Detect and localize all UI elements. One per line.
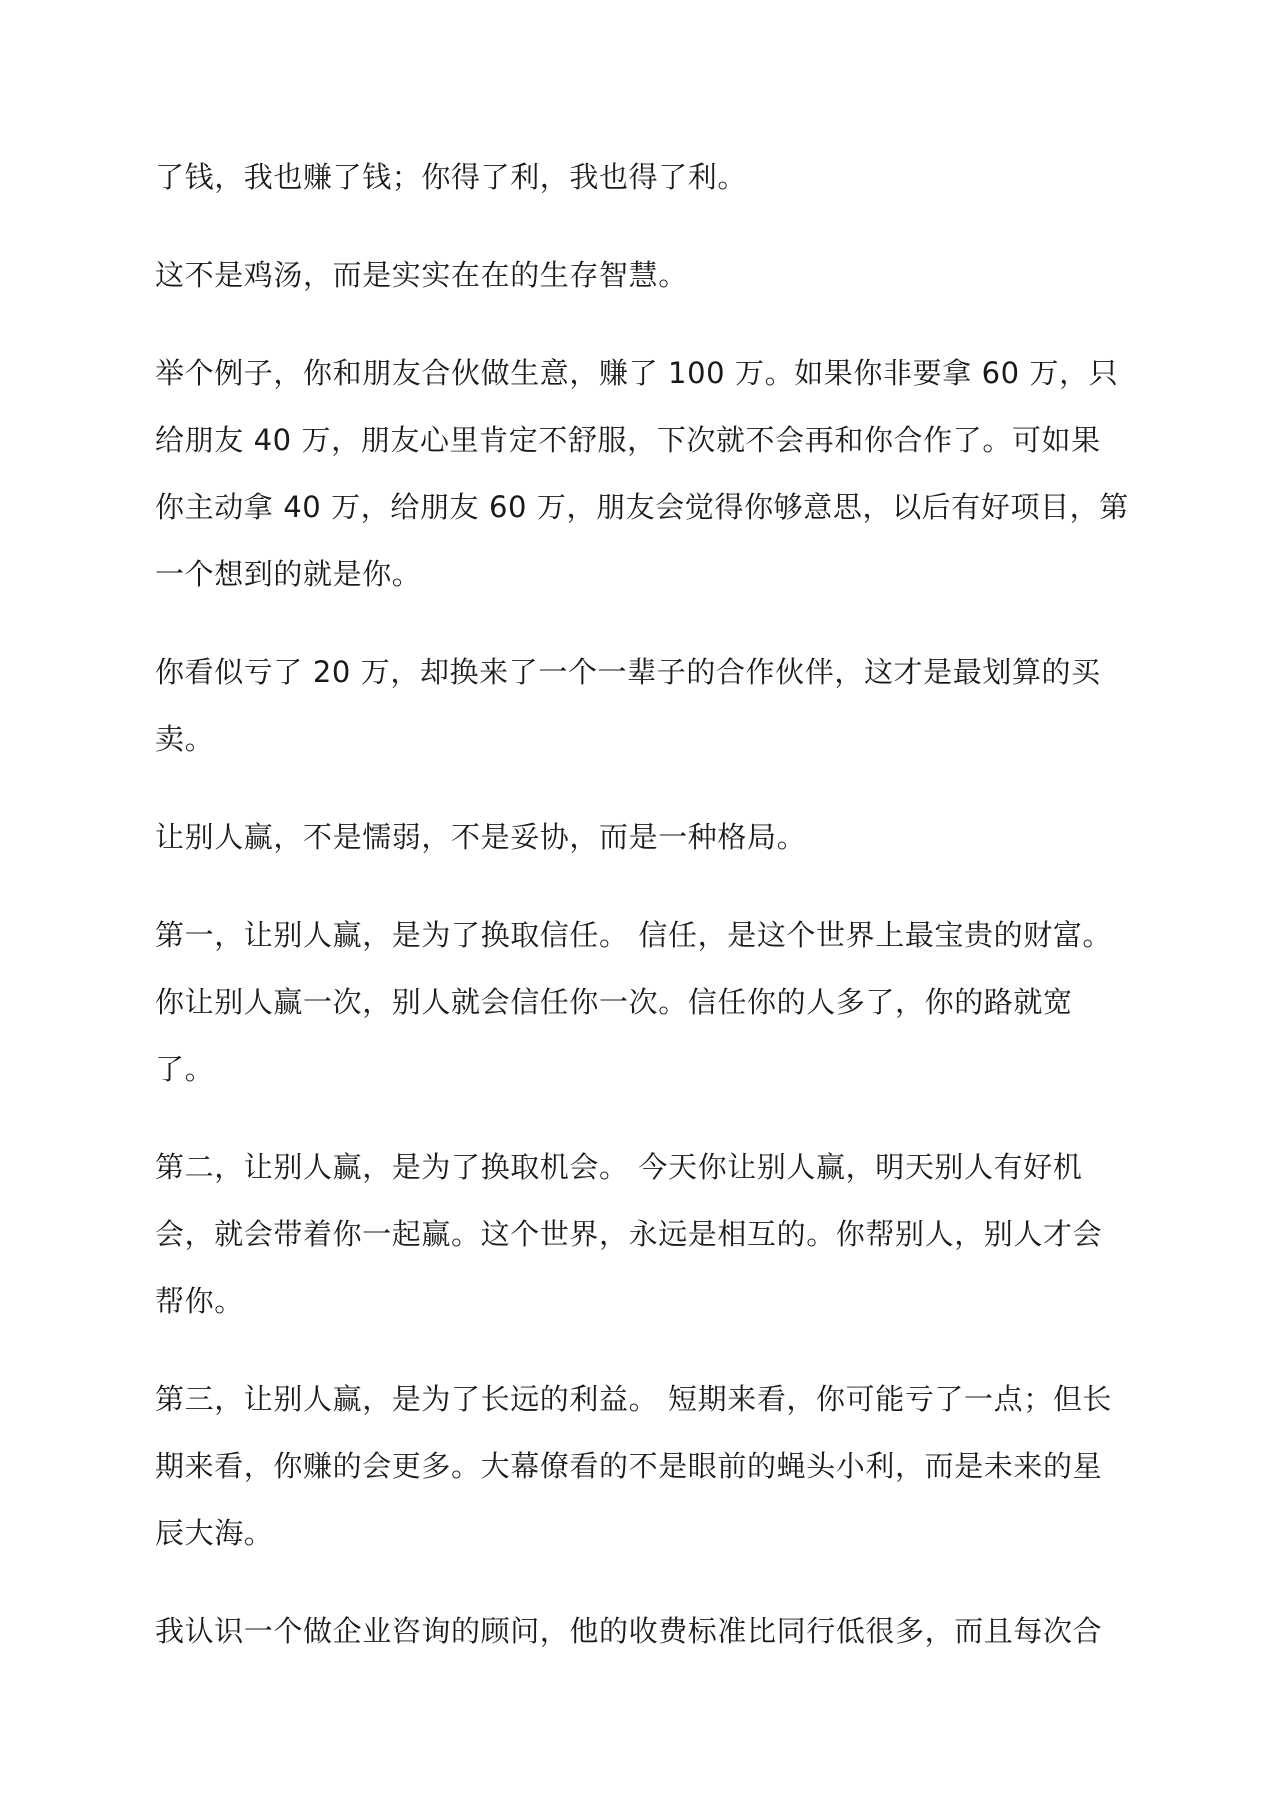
text-line: 了。 [155,1052,215,1086]
text-line: 第三，让别人赢，是为了长远的利益。 短期来看，你可能亏了一点；但长 [155,1382,1113,1416]
paragraph-9 [155,1598,1130,1665]
text-line: 你让别人赢一次，别人就会信任你一次。信任你的人多了，你的路就宽 [155,985,1073,1019]
text-line: 一个想到的就是你。 [155,557,422,591]
paragraph-1 [155,144,1130,211]
text-line: 让别人赢，不是懦弱，不是妥协，而是一种格局。 [155,820,807,854]
text-line: 举个例子，你和朋友合伙做生意，赚了 100 万。如果你非要拿 60 万，只 [155,356,1119,390]
text-line: 卖。 [155,722,215,756]
text-line: 第一，让别人赢，是为了换取信任。 信任，是这个世界上最宝贵的财富。 [155,918,1113,952]
text-line: 这不是鸡汤，而是实实在在的生存智慧。 [155,258,688,292]
paragraph-4 [155,639,1130,773]
paragraph-2 [155,242,1130,309]
text-line: 你看似亏了 20 万，却换来了一个一辈子的合作伙伴，这才是最划算的买 [155,655,1101,689]
paragraph-3 [155,340,1130,608]
paragraph-7 [155,1134,1130,1335]
text-line: 我认识一个做企业咨询的顾问，他的收费标准比同行低很多，而且每次合 [155,1614,1103,1648]
text-line: 给朋友 40 万，朋友心里肯定不舒服，下次就不会再和你合作了。可如果 [155,423,1101,457]
text-line: 辰大海。 [155,1516,274,1550]
text-line: 第二，让别人赢，是为了换取机会。 今天你让别人赢，明天别人有好机 [155,1150,1083,1184]
text-line: 会，就会带着你一起赢。这个世界，永远是相互的。你帮别人，别人才会 [155,1217,1103,1251]
paragraph-8 [155,1366,1130,1567]
text-line: 你主动拿 40 万，给朋友 60 万，朋友会觉得你够意思，以后有好项目，第 [155,490,1129,524]
text-line: 帮你。 [155,1284,244,1318]
paragraph-6 [155,902,1130,1103]
text-line: 了钱，我也赚了钱；你得了利，我也得了利。 [155,160,748,194]
article-body [155,144,1130,1696]
paragraph-5 [155,804,1130,871]
text-line: 期来看，你赚的会更多。大幕僚看的不是眼前的蝇头小利，而是未来的星 [155,1449,1103,1483]
